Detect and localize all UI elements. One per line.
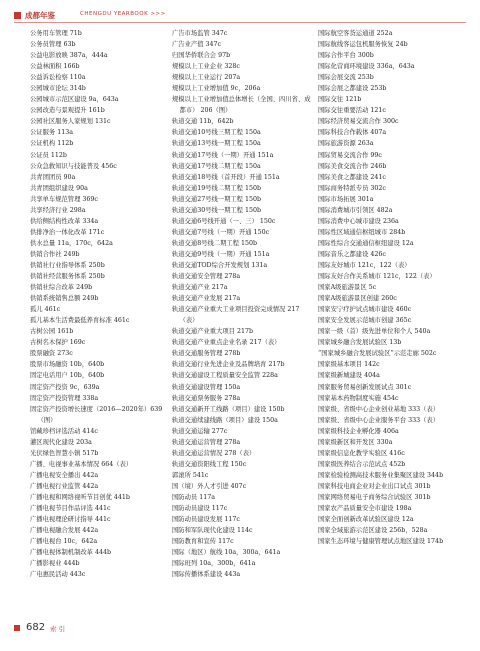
index-entry: 轨道交通19号线二期工程 150b (172, 184, 262, 192)
index-entry: 国家网络贸易电子商务综合试验区 301b (318, 493, 431, 501)
index-entry: 供销社经营服务体系 250b (30, 273, 105, 281)
index-entry: 公证机构 112b (30, 140, 74, 148)
index-entry: 郭滚所 541c (172, 471, 209, 479)
index-entry: 广播电视体制机制改革 444b (30, 549, 112, 557)
index-entry: 固定资产投资增长速度（2016—2020年）639（图） (30, 405, 163, 424)
index-entry: 轨道交通产业发展 217a (172, 295, 241, 303)
index-entry: 国防动员建设发展 117c (172, 516, 240, 524)
header-rule (14, 22, 466, 23)
index-entry: 规模以上工业企业 328c (172, 63, 240, 71)
footer-label: 索 引 (50, 625, 66, 633)
index-entry: 轨道交通17号线（一期）开通 151a (172, 151, 274, 159)
index-entry: 国际友好城市 121c，122（表） (318, 261, 411, 269)
index-entry: 国防动员建设 117c (172, 505, 228, 513)
index-entry: 国家级基本项目 142c (318, 361, 380, 369)
index-entry: 供给侧结构性改革 334a (30, 217, 99, 225)
index-column-2 (172, 28, 312, 580)
index-entry: 规模以上工业增加值 9c，206a (172, 85, 261, 93)
index-entry: 国际美食交流合作 246b (318, 162, 387, 170)
index-entry: 国际合作平台 300b (318, 52, 374, 60)
index-entry: 广播电视理论研讨指导 441c (30, 516, 111, 524)
index-entry: 国（境）外人才引进 407c (172, 482, 247, 490)
index-entry: 广播电视安全播出 442a (30, 471, 99, 479)
index-entry: 轨道交通运输 277c (172, 427, 228, 435)
index-entry: 国家级医养结合示范试点 452b (318, 460, 406, 468)
index-entry: 国防和军队现代化建设 114c (172, 527, 253, 535)
index-entry: 归国华侨联合会 97b (172, 52, 231, 60)
index-entry: 轨道交通13号线一期工程 150a (172, 140, 261, 148)
index-entry: 固定资产投资管理 338a (30, 394, 99, 402)
footer-marker (14, 625, 20, 631)
index-entry: 广播电视节目作品评选 441c (30, 505, 111, 513)
index-entry: 国家安全发展示范城市创建 365c (318, 317, 412, 325)
index-entry: 国家检验检测高技术服务业集聚区建设 344b (318, 471, 444, 479)
index-entry: 供销合作社 249b (30, 250, 80, 258)
index-entry: 国家级、省级中心企业服务平台 333（表） (318, 416, 440, 424)
index-entry: 国家全面创新改革试验区建设 12a (318, 516, 414, 524)
header-title: 成都年鉴 (25, 11, 55, 20)
index-entry: 供水总量 11a，170c，642a (30, 239, 113, 247)
index-entry: 公众急救知识与技能普及 456c (30, 162, 117, 170)
index-entry: 轨道交通8号线二期工程 150b (172, 239, 258, 247)
index-entry: 国际班列 10a，300b，641a (172, 560, 256, 568)
index-entry: 轨道交通续建线路（项目）建设 150a (172, 416, 278, 424)
index-entry: 公园城市论坛 314b (30, 85, 86, 93)
index-entry: 孤儿基本生活费最低养育标准 461c (30, 317, 130, 325)
index-entry: 国防教育和宣传 117c (172, 538, 234, 546)
index-entry: 公证服务 113a (30, 129, 73, 137)
index-entry: 国际经济贸易交流合作 300c (318, 118, 399, 126)
index-entry: 光伏绿色智慧小镇 517b (30, 449, 99, 457)
index-entry: 国防动员 117a (172, 493, 215, 501)
index-entry: 国家级新城建设 404a (318, 372, 380, 380)
index-entry: 国家级科技企业孵化器 406a (318, 427, 399, 435)
index-entry: 轨道交通运营管理 278a (172, 438, 241, 446)
index-entry: 孤儿 461c (30, 306, 61, 314)
index-entry: 轨道交通27号线一期工程 150b (172, 195, 262, 203)
index-entry: 轨道交通产业 217a (172, 284, 228, 292)
index-entry: 国际交往 121b (318, 96, 362, 104)
index-entry: 国家全域旅游示范区建设 256b，528a (318, 527, 428, 535)
index-entry: 共享经济行业 298a (30, 206, 86, 214)
index-entry: 轨道交通产业重大工业项目投资完成情况 217（表） (172, 306, 300, 325)
index-entry: 轨道交通建设工程质量安全监管 228a (172, 372, 278, 380)
index-entry: 供排净治一体化改革 171c (30, 228, 105, 236)
index-entry: 广电惠民活动 443c (30, 571, 86, 579)
index-entry: 轨道交通服务管理 278b (172, 350, 241, 358)
index-entry: 轨道交通建设管理 150a (172, 383, 241, 391)
index-entry: 国家级新区和开发区 330a (318, 438, 393, 446)
index-entry: 公务用车管理 71b (30, 30, 82, 37)
header-marker (14, 12, 21, 19)
index-entry: 国家一级（首）级先进单位和个人 540a (318, 328, 431, 336)
index-entry: 灌区现代化建设 203a (30, 438, 92, 446)
index-entry: 公园社区服务人家规划 131c (30, 118, 111, 126)
page-header (0, 0, 480, 28)
index-entry: 国际消费城市引领区 482a (318, 206, 393, 214)
index-entry: 广播电视行业监管 442a (30, 482, 99, 490)
index-entry: 广告业产值 347c (172, 41, 222, 49)
index-entry: 共青团组织建设 90a (30, 184, 88, 192)
index-entry: 轨道交通产业重大项目 217b (172, 328, 254, 336)
index-entry: 国家级信息化教学实验区 416c (318, 449, 405, 457)
index-entry: 国际航线客运包机服务恢复 24b (318, 41, 408, 49)
index-entry: 轨道交通30号线一期工程 150b (172, 206, 262, 214)
index-entry: 国际商务特派专员 302c (318, 184, 386, 192)
index-entry: 国际会展之都建设 253b (318, 85, 387, 93)
index-entry: “国家城乡融合发展试验区”示范走廊 502c (318, 350, 437, 358)
index-entry: 固定资产投资 9c，639a (30, 383, 100, 391)
index-entry: 公证员 112b (30, 151, 67, 159)
index-entry: 国际性区域通信枢纽城市 284b (318, 228, 406, 236)
index-entry: 公益林面积 166b (30, 63, 80, 71)
index-entry: 国际化营商环境建设 336a，643a (318, 63, 415, 71)
index-entry: 广播电视和网络视听节目创优 441b (30, 493, 130, 501)
index-entry: 国际友好合作关系城市 121c，122（表） (318, 273, 436, 281)
index-entry: 共享单车规范管理 369c (30, 195, 98, 203)
index-entry: 轨道交通9号线（一期）开通 151a (172, 250, 270, 258)
page-number: 682 (26, 622, 46, 633)
header-subtitle: CHENGDU YEARBOOK >>> (80, 11, 166, 17)
index-entry: 轨道交通票务服务 278a (172, 394, 241, 402)
index-entry: 国际传播体系建设 443a (172, 571, 241, 579)
index-entry: 轨道交通新开工线路（项目）建设 150b (172, 405, 285, 413)
index-entry: 公园改造与景观提升 161b (30, 107, 105, 115)
index-column-1 (30, 28, 166, 580)
index-entry: 国际航空客货运通道 252a (318, 30, 393, 37)
index-entry: 古树公园 161b (30, 328, 74, 336)
index-entry: 轨道交通行业先进企业及品牌培育 217b (172, 361, 285, 369)
index-entry: 国际交往重要活动 121c (318, 107, 386, 115)
index-entry: 国际美食之都建设 241c (318, 173, 386, 181)
index-entry: 轨道交通产业重点企业名录 217（表） (172, 339, 281, 347)
index-entry: 轨道交通资阳线工程 150c (172, 460, 247, 468)
index-column-3 (318, 28, 466, 547)
index-entry: 广播电视台 10c，642a (30, 538, 98, 546)
index-entry: 国际贸易交流合作 99c (318, 151, 382, 159)
index-entry: 固定电话用户 10b，640b (30, 372, 105, 380)
index-entry: 轨道交通17号线二期工程 150a (172, 162, 261, 170)
index-entry: 国家生态环境与健康管理试点地区建设 174b (318, 538, 444, 546)
index-entry: 国际音乐之都建设 426c (318, 250, 386, 258)
index-entry: 国际（地区）航线 10a，300a，641a (172, 549, 281, 557)
index-entry: 古树名木保护 169c (30, 339, 86, 347)
index-entry: 广播、电视事业基本情况 664（表） (30, 460, 133, 468)
index-entry: 广播影视业 444b (30, 560, 80, 568)
index-entry: 国家科技电商企业对企业出口试点 301b (318, 482, 431, 490)
index-entry: 轨道交通TOD综合开发规划 131a (172, 261, 268, 269)
index-entry: 供销社综合改革 249b (30, 284, 93, 292)
index-entry: 国家服务贸易创新发展试点 301c (318, 383, 412, 391)
index-entry: 国家A级旅游景区 5c (318, 284, 377, 292)
index-entry: 共青团团员 90a (30, 173, 76, 181)
index-entry: 国家基本药物制度实施 454c (318, 394, 399, 402)
index-entry: 国际消费中心城市建设 236a (318, 217, 399, 225)
index-entry: 国际科技合作载体 407a (318, 129, 387, 137)
index-entry: 国际市场拓展 301a (318, 195, 374, 203)
index-entry: 国家安宁疗护试点城市建设 460c (318, 306, 412, 314)
index-entry: 规模以上工业增加值总体增长（全国、四川省、成都市） 206（图） (172, 96, 311, 115)
index-entry: 轨道交通10号线三期工程 150a (172, 129, 261, 137)
index-entry: 国家A级旅游景区创建 260c (318, 295, 397, 303)
index-entry: 规模以上工业运行 207a (172, 74, 241, 82)
index-entry: 供销系统销售总额 249b (30, 295, 99, 303)
index-entry: 供销社行业指导体系 250b (30, 261, 105, 269)
index-entry: 公务员管理 63b (30, 41, 76, 49)
index-entry: 国际旅游资源 263a (318, 140, 374, 148)
index-entry: 公益诉讼检察 110a (30, 74, 86, 82)
index-entry: 股票融资 273c (30, 350, 73, 358)
index-entry: 国际性综合交通通信枢纽建设 12a (318, 239, 414, 247)
index-entry: 轨道交通 11b，642b (172, 118, 234, 126)
index-entry: 国家级、省级中心企业创业基地 333（表） (318, 405, 440, 413)
index-entry: 股票市场融资 10b，640b (30, 361, 105, 369)
index-entry: 公益电影放映 387a，444a (30, 52, 108, 60)
index-entry: 轨道交通6号线开通（一、三） 150c (172, 217, 276, 225)
index-entry: 广告市场监管 347c (172, 30, 228, 37)
index-entry: 轨道交通7号线（一期）开通 150c (172, 228, 270, 236)
index-entry: 轨道交通运营情况 278（表） (172, 449, 256, 457)
index-entry: 轨道交通18号线（首开段）开通 151a (172, 173, 280, 181)
index-entry: 轨道交通安全管理 278a (172, 273, 241, 281)
index-entry: 公园城市示范区建设 9a，643a (30, 96, 119, 104)
index-entry: 国家农产品质量安全市建设 198a (318, 505, 412, 513)
index-entry: 国际会展交流 253b (318, 74, 374, 82)
index-entry: 馆藏珍档评选活动 414c (30, 427, 98, 435)
index-entry: 国家城乡融合发展试验区 13b (318, 339, 402, 347)
index-entry: 广播电视融合发展 442a (30, 527, 99, 535)
